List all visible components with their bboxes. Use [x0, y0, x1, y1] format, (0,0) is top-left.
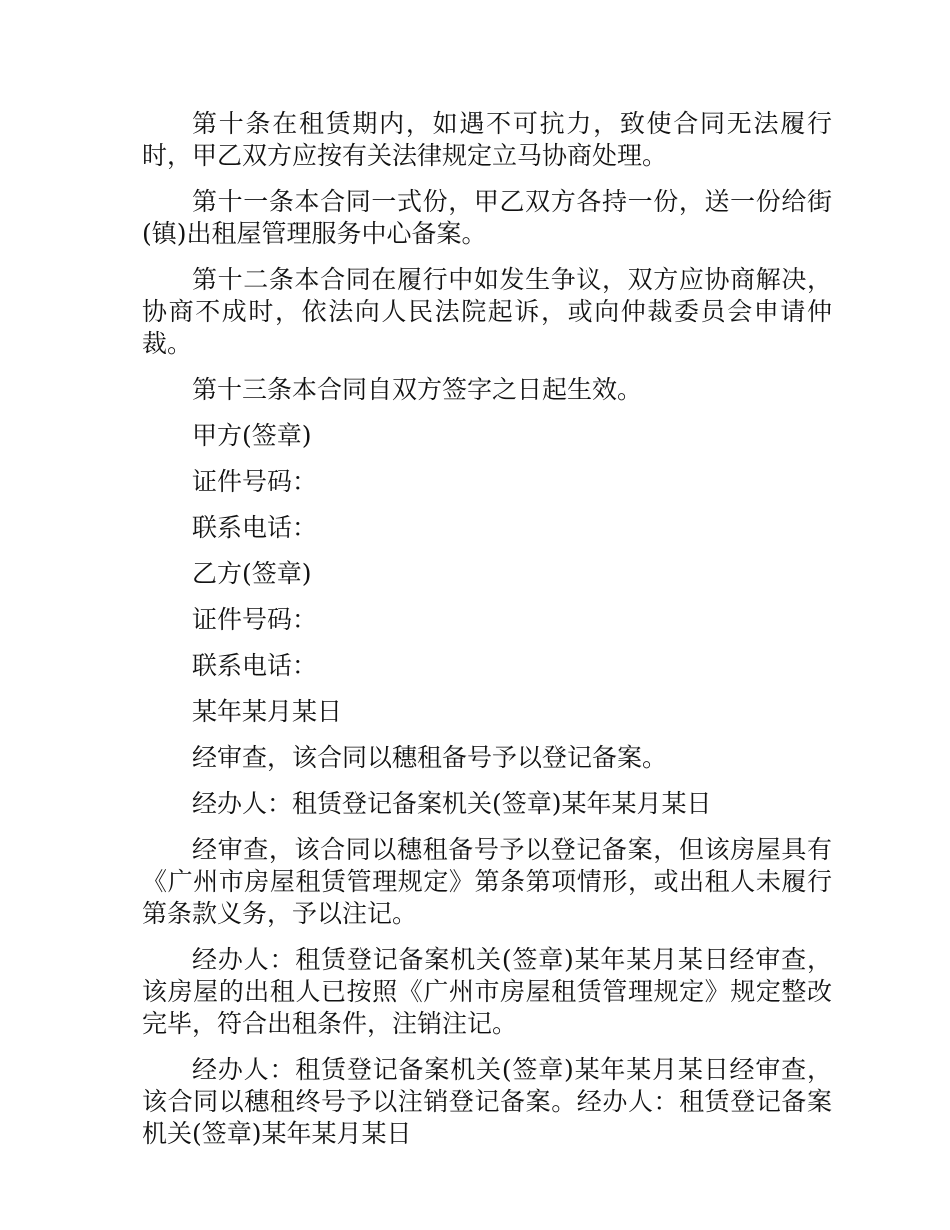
deregistration-paragraph: 经办人：租赁登记备案机关(签章)某年某月某日经审查，该合同以穗租终号予以注销登记备案。经办人：租赁登记备案机关(签章)某年某月某日 [142, 1055, 832, 1148]
clause-13-paragraph: 第十三条本合同自双方签字之日起生效。 [192, 375, 643, 404]
party-b-id-number-line: 证件号码： [192, 605, 318, 634]
annotation-cancel-paragraph: 经办人：租赁登记备案机关(签章)某年某月某日经审查，该房屋的出租人已按照《广州市房屋租赁管理规定》规定整改完毕，符合出租条件，注销注记。 [142, 945, 832, 1038]
annotation-review-paragraph: 经审查，该合同以穗租备号予以登记备案，但该房屋具有《广州市房屋租赁管理规定》第条第项情形，或出租人未履行第条款义务，予以注记。 [142, 835, 832, 928]
party-b-phone-line: 联系电话： [192, 651, 318, 680]
clause-10-paragraph: 第十条在租赁期内，如遇不可抗力，致使合同无法履行时，甲乙双方应按有关法律规定立马协商处理。 [142, 109, 832, 170]
party-a-id-number-line: 证件号码： [192, 467, 318, 496]
clause-11-paragraph: 第十一条本合同一式份，甲乙双方各持一份，送一份给街(镇)出租屋管理服务中心备案。 [142, 187, 832, 248]
document-page [142, 108, 832, 1164]
party-b-signature-line: 乙方(签章) [192, 559, 312, 588]
clause-12-paragraph: 第十二条本合同在履行中如发生争议，双方应协商解决，协商不成时，依法向人民法院起诉，或向仲裁委员会申请仲裁。 [142, 265, 832, 358]
registration-review-paragraph: 经审查，该合同以穗租备号予以登记备案。 [192, 743, 668, 772]
party-a-signature-line: 甲方(签章) [192, 421, 312, 450]
signing-date-line: 某年某月某日 [192, 697, 343, 726]
party-a-phone-line: 联系电话： [192, 513, 318, 542]
registration-handler-line: 经办人：租赁登记备案机关(签章)某年某月某日 [192, 789, 712, 818]
